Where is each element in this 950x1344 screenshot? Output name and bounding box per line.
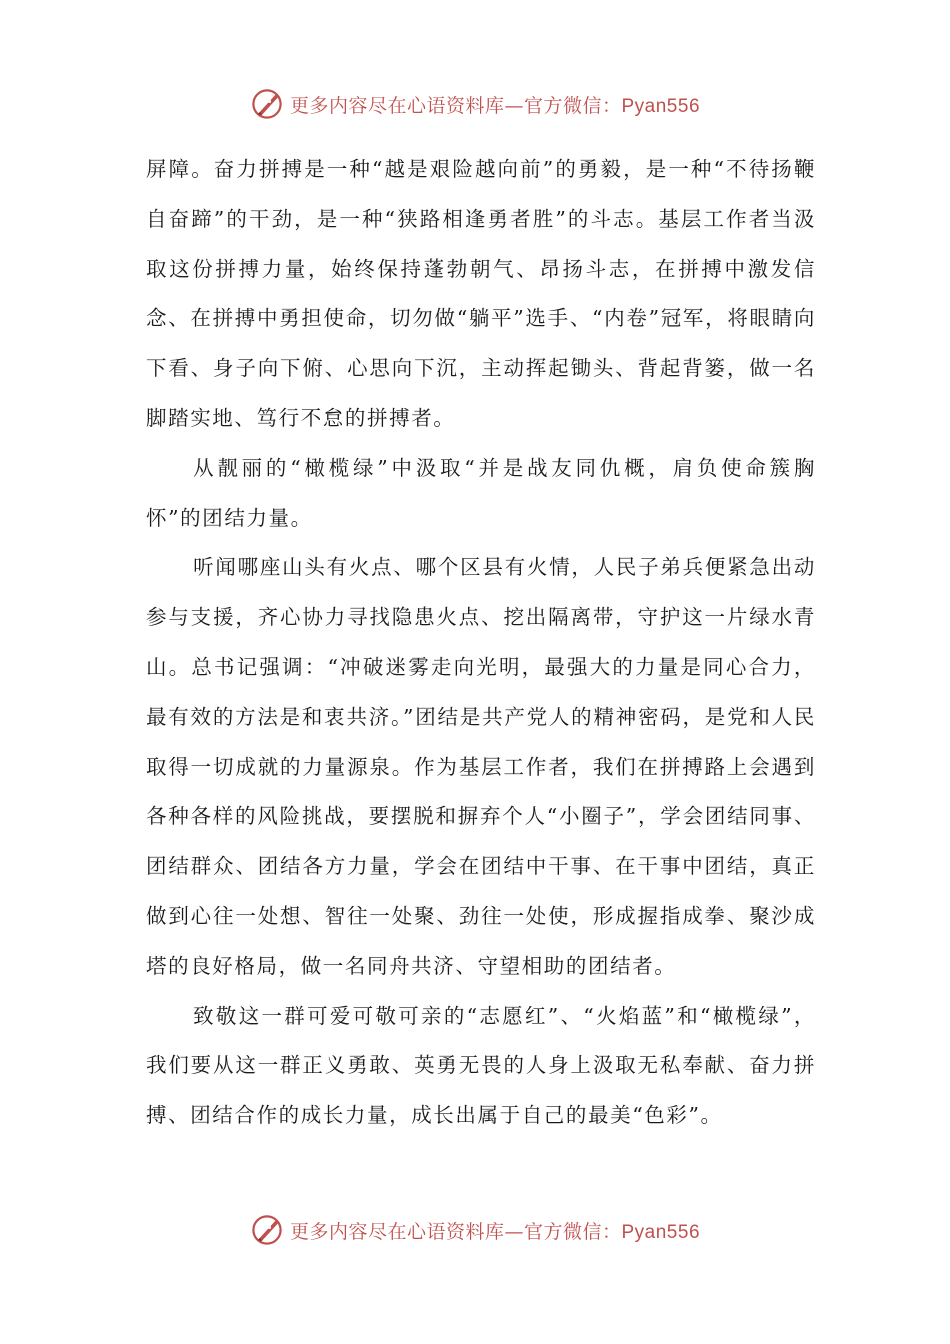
pen-nib-logo-icon — [250, 1213, 284, 1247]
footer-banner-text: 更多内容尽在心语资料库—官方微信： — [289, 1220, 622, 1243]
paragraph-4: 致敬这一群可爱可敬可亲的“志愿红”、“火焰蓝”和“橄榄绿”，我们要从这一群正义勇敢、英勇无畏的人身上汲取无私奉献、奋力拼搏、团结合作的成长力量，成长出属于自己的最美“色彩”。 — [146, 1003, 816, 1128]
paragraph-1: 屏障。奋力拼搏是一种“越是艰险越向前”的勇毅，是一种“不待扬鞭自奋蹄”的干劲，是一种“狭路相逢勇者胜”的斗志。基层工作者当汲取这份拼搏力量，始终保持蓬勃朝气、昂扬斗志，在拼搏中激发信念、在拼搏中勇担使命，切勿做“躺平”选手、“内卷”冠军，将眼睛向下看、身子向下俯、心思向下沉，主动挥起锄头、背起背篓，做一名脚踏实地、笃行不怠的拼搏者。 — [146, 157, 816, 430]
footer-banner-id: Pyan556 — [621, 1221, 701, 1243]
header-banner — [0, 84, 950, 124]
header-banner-id: Pyan556 — [621, 95, 701, 117]
document-body — [146, 145, 816, 1141]
footer-banner — [0, 1210, 950, 1250]
header-banner-text: 更多内容尽在心语资料库—官方微信： — [289, 94, 622, 117]
paragraph-2: 从靓丽的“橄榄绿”中汲取“并是战友同仇概，肩负使命簇胸怀”的团结力量。 — [146, 455, 816, 530]
pen-nib-logo-icon — [250, 87, 284, 121]
paragraph-3: 听闻哪座山头有火点、哪个区县有火情，人民子弟兵便紧急出动参与支援，齐心协力寻找隐患火点、挖出隔离带，守护这一片绿水青山。总书记强调：“冲破迷雾走向光明，最强大的力量是同心合力，最有效的方法是和衷共济。”团结是共产党人的精神密码，是党和人民取得一切成就的力量源泉。作为基层工作者，我们在拼搏路上会遇到各种各样的风险挑战，要摆脱和摒弃个人“小圈子”，学会团结同事、团结群众、团结各方力量，学会在团结中干事、在干事中团结，真正做到心往一处想、智往一处聚、劲往一处使，形成握指成拳、聚沙成塔的良好格局，做一名同舟共济、守望相助的团结者。 — [146, 555, 816, 978]
